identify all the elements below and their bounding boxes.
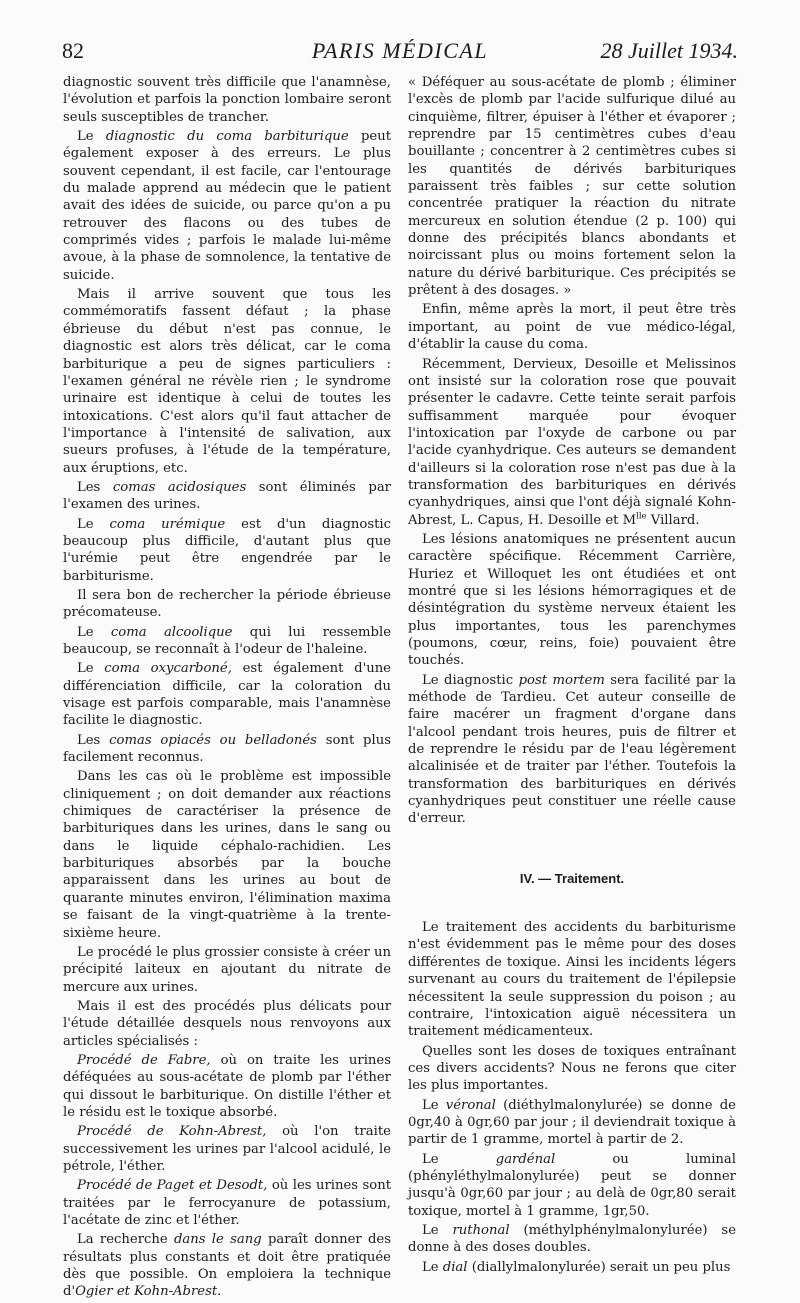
paragraph-text: sont éliminés par l'examen des urines. [63, 479, 391, 513]
paragraph-text: Le [77, 129, 106, 145]
paragraph [63, 1231, 391, 1300]
paragraph-text: Mais il est des procédés plus délicats pour l'étude détaillée desquels nous renvoyons aux articles spécialisés : [63, 998, 391, 1049]
paragraph-text: Le [422, 1259, 443, 1275]
italic-term: ruthonal [452, 1222, 510, 1238]
paragraph-text: (diallylmalonylurée) serait un peu plus [467, 1259, 731, 1275]
italic-term: coma urémique [109, 516, 226, 532]
paragraph-text: Enfin, même après la mort, il peut être très important, au point de vue médico-légal, d'établir la cause du coma. [408, 302, 736, 353]
italic-term: diagnostic du coma barbiturique [105, 129, 349, 145]
paragraph-text: La recherche [77, 1232, 174, 1248]
paragraph [408, 1151, 736, 1220]
paragraph-text: où les urines sont traitées par le ferrocyanure de potassium, l'acétate de zinc et l'éther. [63, 1178, 391, 1228]
paragraph-text: Quelles sont les doses de toxiques entraînant ces divers accidents? Nous ne ferons que citer les plus importantes. [408, 1043, 736, 1094]
paragraph [408, 919, 736, 1040]
right-column [408, 74, 736, 1278]
paragraph-text: sont plus facilement reconnus. [63, 732, 391, 766]
paragraph [63, 286, 391, 477]
italic-term: comas opiacés ou belladonés [109, 732, 317, 748]
page-number: 82 [62, 38, 84, 63]
paragraph [63, 1052, 391, 1121]
paragraph [63, 74, 391, 126]
paragraph-text: diagnostic souvent très difficile que l'anamnèse, l'évolution et parfois la ponction lombaire seront seuls susceptibles de trancher. [63, 75, 391, 125]
paragraph-text: « Déféquer au sous-acétate de plomb ; éliminer l'excès de plomb par l'acide sulfurique dilué au cinquième, filtrer, épuiser à l'éther et évaporer ; reprendre par 15 centimètres cubes d'eau bouillante ; concentrer à 2 centimètres cubes si les quantités de dérivés barbituriques paraissent très faibles ; sur cette solution concentrée pratiquer la réaction du nitrate mercureux en solution étendue (2 p. 100) qui donne des précipités blancs abondants et noircissant plus ou moins fortement selon la nature du dérivé barbiturique. Ces précipités se prêtent à des dosages. » [408, 75, 736, 299]
italic-term: véronal [445, 1097, 496, 1113]
paragraph [63, 1177, 391, 1229]
paragraph [408, 1043, 736, 1095]
paragraph-text: est également d'une différenciation difficile, car la coloration du visage est parfois comparable, mais l'anamnèse facilite le diagnostic. [63, 661, 391, 729]
paragraph-text: Le [77, 661, 105, 677]
paragraph [63, 660, 391, 729]
superscript: lle [636, 511, 647, 522]
italic-term: Procédé de Kohn-Abrest, [77, 1124, 267, 1140]
paragraph [63, 768, 391, 941]
paragraph-text: peut également exposer à des erreurs. Le plus souvent cependant, il est facile, car l'entourage du malade apprend au médecin que le patient avait des idées de suicide, ou parce qu'on a pu retrouver des flacons ou des tubes de comprimés vides ; parfois le malade lui-même avoue, à la phase de somnolence, la tentative de suicide. [63, 129, 391, 283]
paragraph-text: est d'un diagnostic beaucoup plus difficile, d'autant plus que l'urémie peut être engendrée par le barbiturisme. [63, 516, 391, 584]
italic-term: coma oxycarboné, [104, 661, 232, 677]
paragraph [63, 128, 391, 284]
journal-title: PARIS MÉDICAL [311, 38, 489, 63]
paragraph-text: Mais il arrive souvent que tous les commémoratifs fassent défaut ; la phase ébrieuse du début n'est pas connue, le diagnostic est alors très délicat, car le coma barbiturique a peu de signes particuliers : l'examen général ne révèle rien ; le syndrome urinaire est identique à celui de toutes les intoxications. C'est alors qu'il faut attacher de l'importance à l'intensité de salivation, aux sueurs profuses, à l'étude de la température, aux éruptions, etc. [63, 287, 391, 476]
paragraph-text: Le [422, 1222, 453, 1238]
paragraph-text: Le [77, 624, 111, 640]
paragraph-text: Les [77, 479, 113, 495]
paragraph [63, 624, 391, 659]
paragraph [408, 1259, 736, 1276]
paragraph [408, 1222, 736, 1257]
issue-date: 28 Juillet 1934. [600, 38, 738, 63]
paragraph-text: Les lésions anatomiques ne présentent aucun caractère spécifique. Récemment Carrière, Huriez et Willoquet les ont étudiées et ont montré que si les lésions hémorragiques et de désintégration du système nerveux étaient les plus importantes, tous les parenchymes (poumons, cœur, reins, foie) pouvaient être touchés. [408, 531, 736, 669]
paragraph [408, 672, 736, 828]
paragraph [63, 587, 391, 622]
paragraph-text: (méthylphénylmalonylurée) se donne à des doses doubles. [408, 1222, 736, 1256]
italic-term: coma alcoolique [110, 624, 233, 640]
paragraph-text: Le [77, 516, 110, 532]
italic-term: Procédé de Fabre, [77, 1052, 211, 1068]
paragraph-text: où l'on traite successivement les urines par l'alcool acidulé, le pétrole, l'éther. [63, 1124, 391, 1174]
paragraph [408, 74, 736, 299]
italic-term: dans le sang [173, 1232, 262, 1248]
paragraph-text: sera facilité par la méthode de Tardieu. Cet auteur conseille de faire macérer un fragment d'organe dans l'alcool pendant trois heures, puis de filtrer et de reprendre le résidu par de l'eau légèrement alcalinisée et de traiter par l'éther. Toutefois la transformation des barbituriques en dérivés cyanhydriques peut constituer une réelle cause d'erreur. [408, 672, 737, 827]
paragraph-text: Le traitement des accidents du barbiturisme n'est évidemment pas le même pour des doses différentes de toxique. Ainsi les incidents légers survenant au cours du traitement de l'épilepsie nécessitent la seule suppression du poison ; au contraire, l'intoxication aiguë nécessitera un traitement médicamenteux. [408, 920, 736, 1040]
paragraph-text: Il sera bon de rechercher la période ébrieuse précomateuse. [63, 587, 391, 621]
paragraph [408, 301, 736, 353]
paragraph-text: paraît donner des résultats plus constants et doit être pratiquée dès que possible. On emploiera la technique d' [63, 1232, 391, 1300]
italic-term: dial [442, 1259, 468, 1275]
section-heading: IV. — Traitement. [519, 870, 625, 886]
paragraph [63, 944, 391, 996]
italic-term: Procédé de Paget et Desodt, [77, 1178, 268, 1194]
paragraph-text: qui lui ressemble beaucoup, se reconnaît à l'odeur de l'haleine. [63, 624, 391, 657]
page-header [62, 38, 738, 68]
italic-term: Ogier et Kohn-Abrest. [75, 1284, 222, 1300]
paragraph [63, 998, 391, 1050]
italic-term: comas acidosiques [112, 479, 247, 495]
paragraph-text: Le procédé le plus grossier consiste à créer un précipité laiteux en ajoutant du nitrate de mercure aux urines. [63, 944, 391, 995]
paragraph [408, 1097, 736, 1149]
paragraph-text: Récemment, Dervieux, Desoille et Melissinos ont insisté sur la coloration rose que pouvait présenter le cadavre. Cette teinte serait parfois suffisamment marquée pour évoquer l'intoxication par l'oxyde de carbone ou par l'acide cyanhydrique. Ces auteurs se demandent d'ailleurs si la coloration rose n'est pas due à la transformation des barbituriques en dérivés cyanhydriques, ainsi que l'ont déjà signalé Kohn-Abrest, L. Capus, H. Desoille et M [408, 356, 736, 528]
paragraph [63, 479, 391, 514]
italic-term: post mortem [518, 672, 605, 688]
paragraph-text: ou luminal (phényléthylmalonylurée) peut se donner jusqu'à 0gr,60 par jour ; au delà de 0gr,80 serait toxique, mortel à 1 gramme, 1gr,50. [408, 1151, 736, 1219]
italic-term: gardénal [495, 1151, 556, 1167]
paragraph-text: Le diagnostic [422, 672, 519, 688]
paragraph-text: Le [422, 1097, 446, 1113]
paragraph-text: (diéthylmalonylurée) se donne de 0gr,40 à 0gr,60 par jour ; il deviendrait toxique à partir de 1 gramme, mortel à partir de 2. [408, 1097, 736, 1148]
paragraph-text: où on traite les urines déféquées au sous-acétate de plomb par l'éther qui dissout le barbiturique. On distille l'éther et le résidu est le toxique absorbé. [63, 1052, 391, 1120]
left-column [63, 74, 391, 1303]
paragraph-text: Les [77, 732, 110, 748]
paragraph-text: Villard. [646, 512, 700, 528]
paragraph [408, 531, 736, 670]
paragraph [408, 356, 736, 529]
paragraph-text: Le [422, 1151, 496, 1167]
paragraph [63, 1123, 391, 1175]
paragraph [63, 732, 391, 767]
paragraph-text: Dans les cas où le problème est impossible cliniquement ; on doit demander aux réactions chimiques de caractériser la présence de barbituriques dans les urines, dans le sang ou dans le liquide céphalo-rachidien. Les barbituriques absorbés par la bouche apparaissent dans les urines au bout de quarante minutes environ, l'élimination maxima se faisant de la vingt-quatrième à la trente-sixième heure. [63, 769, 391, 941]
paragraph [63, 516, 391, 585]
